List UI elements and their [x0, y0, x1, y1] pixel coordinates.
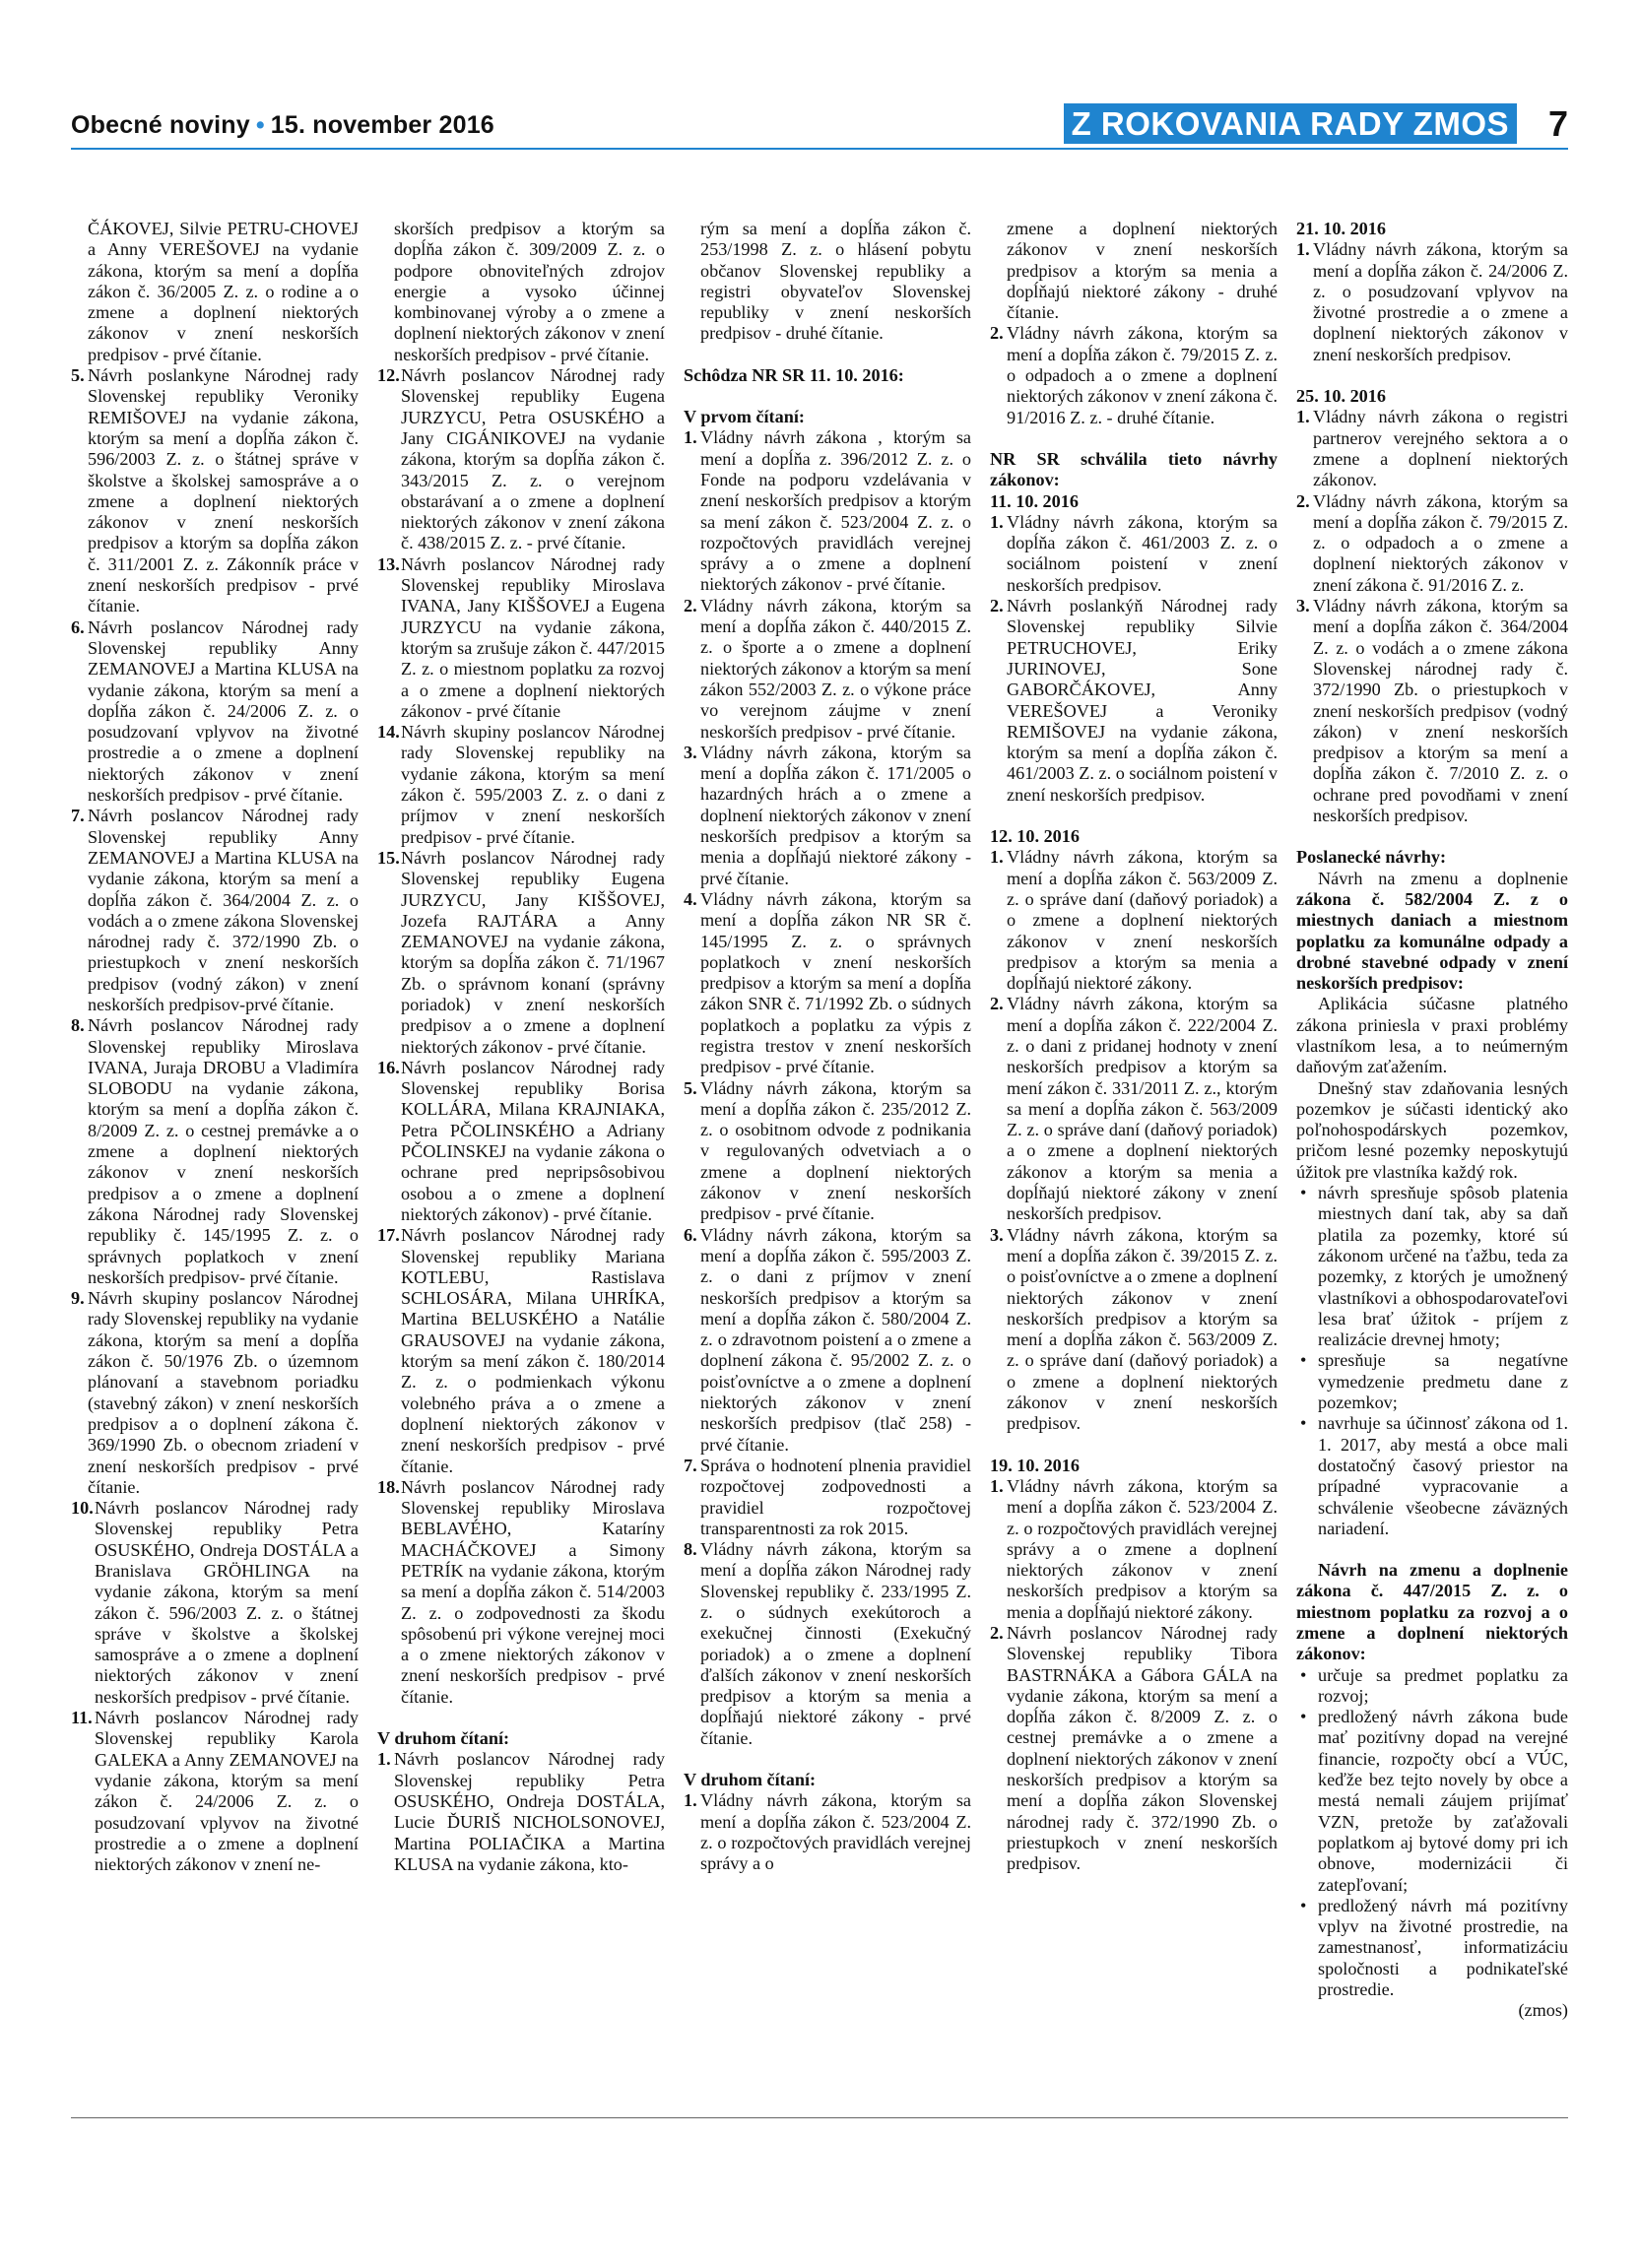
publication-line	[71, 111, 494, 140]
list-item: 1. Vládny návrh zákona, ktorým sa mení a dopĺňa zákon č. 523/2004 Z. z. o rozpočtových pravidlách verejnej správy a o zmene a doplnení niektorých zákonov v znení neskorších predpisov a ktorým sa menia a dopĺňajú niektoré zákony.	[990, 1475, 1278, 1622]
list-item: 6. Vládny návrh zákona, ktorým sa mení a dopĺňa zákon č. 595/2003 Z. z. o dani z príjmov v znení neskorších predpisov a ktorým sa mení a dopĺňa zákon č. 580/2004 Z. z. o zdravotnom poistení a o zmene a doplnení zákona č. 95/2002 Z. z. o poisťovníctve a o zmene a doplnení niektorých zákonov v znení neskorších predpisov (tlač 258) - prvé čítanie.	[684, 1224, 971, 1455]
publication-name: Obecné noviny	[71, 111, 250, 139]
list-item: 14. Návrh skupiny poslancov Národnej rady Slovenskej republiky na vydanie zákona, ktorým sa mení zákon č. 595/2003 Z. z. o dani z príjmov v znení neskorších predpisov - prvé čítanie.	[377, 722, 665, 847]
date-heading: 25. 10. 2016	[1296, 386, 1386, 407]
date-heading: 12. 10. 2016	[990, 826, 1080, 847]
col1-intro: ČÁKOVEJ, Silvie PETRU-CHOVEJ a Anny VEREŠOVEJ na vydanie zákona, ktorým sa mení a dopĺňa zákon č. 36/2005 Z. z. o rodine a o zmene a doplnení niektorých zákonov v znení neskorších predpisov - prvé čítanie.	[88, 219, 359, 364]
second-reading-heading: V druhom čítaní:	[377, 1728, 510, 1749]
list-item: 15. Návrh poslancov Národnej rady Slovenskej republiky Eugena JURZYCU, Jany KIŠŠOVEJ, Jozefa RAJTÁRA a Anny ZEMANOVEJ na vydanie zákona, ktorým sa dopĺňa zákon č. 71/1967 Zb. o správnom konaní (správny poriadok) v znení neskorších predpisov a o zmene a doplnení niektorých zákonov - prvé čítanie.	[377, 847, 665, 1057]
list-item: 7. Návrh poslancov Národnej rady Slovenskej republiky Anny ZEMANOVEJ a Martina KLUSA na vydanie zákona, ktorým sa mení a dopĺňa zákon č. 364/2004 Z. z. o vodách a o zmene zákona Slovenskej národnej rady č. 372/1990 Zb. o priestupkoch v znení neskorších predpisov (vodný zákon) v znení neskorších predpisov-prvé čítanie.	[71, 806, 359, 1014]
bullet-item: • určuje sa predmet poplatku za rozvoj;	[1300, 1664, 1568, 1706]
list-item: 11. Návrh poslancov Národnej rady Slovenskej republiky Karola GALEKA a Anny ZEMANOVEJ na vydanie zákona, ktorým sa mení zákon č. 24/2006 Z. z. o posudzovaní vplyvov na životné prostredie a o zmene a doplnení niektorých zákonov v znení ne-	[71, 1708, 359, 1875]
section-banner: Z ROKOVANIA RADY ZMOS	[1064, 103, 1517, 144]
list-item: 1. Vládny návrh zákona, ktorým sa mení a dopĺňa zákon č. 523/2004 Z. z. o rozpočtových pravidlách verejnej správy a o	[684, 1790, 971, 1874]
issue-date: 15. november 2016	[270, 111, 494, 139]
list-item: 7. Správa o hodnotení plnenia pravidiel rozpočtovej zodpovednosti a pravidiel rozpočtovej transparentnosti za rok 2015.	[684, 1455, 971, 1538]
list-item: 2. Vládny návrh zákona, ktorým sa mení a dopĺňa zákon č. 79/2015 Z. z. o odpadoch a o zmene a doplnení niektorých zákonov v znení zákona č. 91/2016 Z. z. - druhé čítanie.	[990, 323, 1278, 427]
column-1	[71, 219, 359, 1875]
header-rule	[71, 148, 1568, 150]
list-item: 1. Vládny návrh zákona, ktorým sa mení a dopĺňa zákon č. 24/2006 Z. z. o posudzovaní vplyvov na životné prostredie a o zmene a doplnení niektorých zákonov v znení neskorších predpisov.	[1296, 239, 1568, 364]
page-header	[71, 103, 1568, 147]
column-5	[1296, 219, 1568, 2022]
list-item: 6. Návrh poslancov Národnej rady Slovenskej republiky Anny ZEMANOVEJ a Martina KLUSA na vydanie zákona, ktorým sa mení a dopĺňa zákon č. 24/2006 Z. z. o posudzovaní vplyvov na životné prostredie a o zmene a doplnení niektorých zákonov v znení neskorších predpisov - prvé čítanie.	[71, 616, 359, 806]
list-item: 1. Vládny návrh zákona o registri partnerov verejného sektora a o zmene a doplnení niektorých zákonov.	[1296, 407, 1568, 490]
paragraph: Aplikácia súčasne platného zákona priniesla v praxi problémy vlastníkom lesa, a to neúmerným daňovým zaťažením.	[1296, 994, 1568, 1077]
list-item: 18. Návrh poslancov Národnej rady Slovenskej republiky Miroslava BEBLAVÉHO, Kataríny MACHÁČKOVEJ a Simony PETRÍK na vydanie zákona, ktorým sa mení a dopĺňa zákon č. 514/2003 Z. z. o zodpovednosti za škodu spôsobenú pri výkone verejnej moci a o zmene niektorých zákonov v znení neskorších predpisov - prvé čítanie.	[377, 1476, 665, 1707]
col4-intro: zmene a doplnení niektorých zákonov v znení neskorších predpisov a ktorým sa menia a dopĺňajú niektoré zákony - druhé čítanie.	[1007, 219, 1278, 323]
list-item: 1. Vládny návrh zákona, ktorým sa dopĺňa zákon č. 461/2003 Z. z. o sociálnom poistení v znení neskorších predpisov.	[990, 511, 1278, 595]
list-item: 3. Vládny návrh zákona, ktorým sa mení a dopĺňa zákon č. 364/2004 Z. z. o vodách a o zmene zákona Slovenskej národnej rady č. 372/1990 Zb. o priestupkoch v znení neskorších predpisov (vodný zákon) v znení neskorších predpisov a ktorým sa mení a dopĺňa zákon č. 7/2010 Z. z. o ochrane pred povodňami v znení neskorších predpisov.	[1296, 596, 1568, 826]
list-item: 5. Vládny návrh zákona, ktorým sa mení a dopĺňa zákon č. 235/2012 Z. z. o osobitnom odvode z podnikania v regulovaných odvetviach a o zmene a doplnení niektorých zákonov v znení neskorších predpisov - prvé čítanie.	[684, 1077, 971, 1224]
session-heading: Schôdza NR SR 11. 10. 2016:	[684, 364, 904, 385]
list-item: 2. Vládny návrh zákona, ktorým sa mení a dopĺňa zákon č. 440/2015 Z. z. o športe a o zmene a doplnení niektorých zákonov a ktorým sa mení zákon 552/2003 Z. z. o výkone práce vo verejnom záujme v znení neskorších predpisov - prvé čítanie.	[684, 595, 971, 742]
separator-dot: •	[255, 111, 265, 139]
list-item: 3. Vládny návrh zákona, ktorým sa mení a dopĺňa zákon č. 39/2015 Z. z. o poisťovníctve a o zmene a doplnení niektorých zákonov v znení neskorších predpisov a ktorým sa mení a dopĺňa zákon č. 563/2009 Z. z. o správe daní (daňový poriadok) a o zmene a doplnení niektorých zákonov v znení neskorších predpisov.	[990, 1224, 1278, 1434]
list-item: 4. Vládny návrh zákona, ktorým sa mení a dopĺňa zákon NR SR č. 145/1995 Z. z. o správnych poplatkoch v znení neskorších predpisov a ktorým sa mení a dopĺňa zákon SNR č. 71/1992 Zb. o súdnych poplatkoch a poplatku za výpis z registra trestov v znení neskorších predpisov - prvé čítanie.	[684, 888, 971, 1077]
col2-intro: skorších predpisov a ktorým sa dopĺňa zákon č. 309/2009 Z. z. o podpore obnoviteľných zdrojov energie a vysoko účinnej kombinovanej výroby a o zmene a doplnení niektorých zákonov v znení neskorších predpisov - prvé čítanie.	[394, 219, 665, 364]
bullet-item: • predložený návrh má pozitívny vplyv na životné prostredie, na zamestnanosť, informatizáciu spoločnosti a podnikateľské prostredie.	[1300, 1895, 1568, 2000]
list-item: 2. Vládny návrh zákona, ktorým sa mení a dopĺňa zákon č. 79/2015 Z. z. o odpadoch a o zmene a doplnení niektorých zákonov v znení zákona č. 91/2016 Z. z.	[1296, 490, 1568, 595]
column-3	[684, 219, 971, 1875]
list-item: 9. Návrh skupiny poslancov Národnej rady Slovenskej republiky na vydanie zákona, ktorým sa mení a dopĺňa zákon č. 50/1976 Zb. o územnom plánovaní a stavebnom poriadku (stavebný zákon) v znení neskorších predpisov a o doplnení zákona č. 369/1990 Zb. o obecnom zriadení v znení neskorších predpisov - prvé čítanie.	[71, 1288, 359, 1497]
column-4	[990, 219, 1278, 1875]
proposals-heading: Poslanecké návrhy:	[1296, 847, 1447, 868]
list-item: 8. Návrh poslancov Národnej rady Slovenskej republiky Miroslava IVANA, Juraja DROBU a Vladimíra SLOBODU na vydanie zákona, ktorým sa mení a dopĺňa zákon č. 8/2009 Z. z. o cestnej premávke a o zmene a doplnení niektorých zákonov v znení neskorších predpisov a o zmene a doplnení zákona Národnej rady Slovenskej republiky č. 145/1995 Z. z. o správnych poplatkoch v znení neskorších predpisov- prvé čítanie.	[71, 1015, 359, 1287]
list-item: 16. Návrh poslancov Národnej rady Slovenskej republiky Borisa KOLLÁRA, Milana KRAJNIAKA, Petra PČOLINSKÉHO a Adriany PČOLINSKEJ na vydanie zákona o ochrane pred nepripsôsobivou osobou a o zmene a doplnení niektorých zákonov) - prvé čítanie.	[377, 1057, 665, 1224]
list-item: 8. Vládny návrh zákona, ktorým sa mení a dopĺňa zákon Národnej rady Slovenskej republiky č. 233/1995 Z. z. o súdnych exekútoroch a exekučnej činnosti (Exekučný poriadok) a o zmene a doplnení ďalších zákonov v znení neskorších predpisov a ktorým sa menia a dopĺňajú niektoré zákony - prvé čítanie.	[684, 1539, 971, 1748]
list-item: 2. Návrh poslancov Národnej rady Slovenskej republiky Tibora BASTRNÁKA a Gábora GÁLA na vydanie zákona, ktorým sa mení a dopĺňa zákon č. 8/2009 Z. z. o cestnej premávke a o zmene a doplnení niektorých zákonov v znení neskorších predpisov a ktorým sa mení a dopĺňa zákon Slovenskej národnej rady č. 372/1990 Zb. o priestupkoch v znení neskorších predpisov.	[990, 1623, 1278, 1874]
date-heading: 19. 10. 2016	[990, 1455, 1080, 1475]
list-item: 2. Návrh poslankýň Národnej rady Slovenskej republiky Silvie PETRUCHOVEJ, Eriky JURINOVEJ, Sone GABORČÁKOVEJ, Anny VEREŠOVEJ a Veroniky REMIŠOVEJ na vydanie zákona, ktorým sa mení a dopĺňa zákon č. 461/2003 Z. z. o sociálnom poistení v znení neskorších predpisov.	[990, 596, 1278, 805]
paragraph: Dnešný stav zdaňovania lesných pozemkov je súčasti identický ako poľnohospodárskych pozemkov, pričom lesné pozemky neposkytujú úžitok pre vlastníka každý rok.	[1296, 1077, 1568, 1182]
proposal-intro: Návrh na zmenu a doplnenie zákona č. 582/2004 Z. z o miestnych daniach a miestnom poplatku za komunálne odpady a drobné stavebné odpady v znení neskorších predpisov:	[1296, 868, 1568, 994]
bullet-item: • predložený návrh zákona bude mať pozitívny dopad na verejné financie, rozpočty obcí a VÚC, keďže bez tejto novely by obce a mestá nemali záujem prijímať VZN, pretože by zaťažovali poplatkom aj bytové domy pri ich obnove, modernizácii či zatepľovaní;	[1300, 1707, 1568, 1895]
list-item: 1. Vládny návrh zákona, ktorým sa mení a dopĺňa zákon č. 563/2009 Z. z. o správe daní (daňový poriadok) a o zmene a doplnení niektorých zákonov v znení neskorších predpisov a ktorým sa menia a dopĺňajú niektoré zákony.	[990, 847, 1278, 994]
approved-heading: NR SR schválila tieto návrhy zákonov:	[990, 448, 1278, 490]
date-heading: 11. 10. 2016	[990, 490, 1079, 511]
column-2	[377, 219, 665, 1875]
list-item: 13. Návrh poslancov Národnej rady Slovenskej republiky Miroslava IVANA, Jany KIŠŠOVEJ a Eugena JURZYCU na vydanie zákona, ktorým sa zrušuje zákon č. 447/2015 Z. z. o miestnom poplatku za rozvoj a o zmene a doplnení niektorých zákonov - prvé čítanie	[377, 553, 665, 721]
second-reading-heading: V druhom čítaní:	[684, 1770, 817, 1790]
list-item: 1. Vládny návrh zákona , ktorým sa mení a dopĺňa z. 396/2012 Z. z. o Fonde na podporu vzdelávania v znení neskorších predpisov a ktorým sa mení zákon č. 523/2004 Z. z. o rozpočtových pravidlách verejnej správy a o zmene a doplnení niektorých zákonov - prvé čítanie.	[684, 427, 971, 595]
bullet-item: • návrh spresňuje spôsob platenia miestnych daní tak, aby sa daň platila za pozemky, ktoré sú zákonom určené na ťažbu, teda za pozemky, z ktorých je umožnený vlastníkovi a obhospodarovateľovi lesa brať úžitok - príjem z realizácie drevnej hmoty;	[1300, 1183, 1568, 1350]
list-item: 2. Vládny návrh zákona, ktorým sa mení a dopĺňa zákon č. 222/2004 Z. z. o dani z pridanej hodnoty v znení neskorších predpisov a ktorým sa mení zákon č. 331/2011 Z. z., ktorým sa mení a dopĺňa zákon č. 563/2009 Z. z. o správe daní (daňový poriadok) a o zmene a doplnení niektorých zákonov a ktorým sa menia a dopĺňajú niektoré zákony v znení neskorších predpisov.	[990, 994, 1278, 1224]
first-reading-heading: V prvom čítaní:	[684, 407, 805, 427]
date-heading: 21. 10. 2016	[1296, 219, 1386, 238]
list-item: 3. Vládny návrh zákona, ktorým sa mení a dopĺňa zákon č. 171/2005 o hazardných hrách a o zmene a doplnení niektorých zákonov v znení neskorších predpisov a ktorým sa menia a dopĺňajú niektoré zákony - prvé čítanie.	[684, 742, 971, 888]
footer-rule	[71, 2117, 1568, 2118]
list-item: 1. Návrh poslancov Národnej rady Slovenskej republiky Petra OSUSKÉHO, Ondreja DOSTÁLA, Lucie ĎURIŠ NICHOLSONOVEJ, Martina POLIAČIKA a Martina KLUSA na vydanie zákona, kto-	[377, 1749, 665, 1874]
list-item: 10. Návrh poslancov Národnej rady Slovenskej republiky Petra OSUSKÉHO, Ondreja DOSTÁLA a Branislava GRÖHLINGA na vydanie zákona, ktorým sa mení zákon č. 596/2003 Z. z. o štátnej správe v školstve a školskej samospráve a o zmene a doplnení niektorých zákonov v znení neskorších predpisov - prvé čítanie.	[71, 1498, 359, 1707]
signature: (zmos)	[1518, 2000, 1568, 2021]
list-item: 17. Návrh poslancov Národnej rady Slovenskej republiky Mariana KOTLEBU, Rastislava SCHLOSÁRA, Milana UHRÍKA, Martina BELUSKÉHO a Natálie GRAUSOVEJ na vydanie zákona, ktorým sa mení zákon č. 180/2014 Z. z. o podmienkach výkonu volebného práva a o zmene a doplnení niektorých zákonov v znení neskorších predpisov - prvé čítanie.	[377, 1225, 665, 1476]
list-item: 5. Návrh poslankyne Národnej rady Slovenskej republiky Veroniky REMIŠOVEJ na vydanie zákona, ktorým sa mení a dopĺňa zákon č. 596/2003 Z. z. o štátnej správe v školstve a školskej samospráve a o zmene a doplnení niektorých zákonov v znení neskorších predpisov a ktorým sa dopĺňa zákon č. 311/2001 Z. z. Zákonník práce v znení neskorších predpisov - prvé čítanie.	[71, 365, 359, 616]
col3-intro: rým sa mení a dopĺňa zákon č. 253/1998 Z. z. o hlásení pobytu občanov Slovenskej republiky a registri obyvateľov Slovenskej republiky v znení neskorších predpisov - druhé čítanie.	[700, 219, 971, 344]
bullet-item: • spresňuje sa negatívne vymedzenie predmetu dane z pozemkov;	[1300, 1350, 1568, 1413]
list-item: 12. Návrh poslancov Národnej rady Slovenskej republiky Eugena JURZYCU, Petra OSUSKÉHO a Jany CIGÁNIKOVEJ na vydanie zákona, ktorým sa dopĺňa zákon č. 343/2015 Z. z. o verejnom obstarávaní a o zmene a doplnení niektorých zákonov v znení zákona č. 438/2015 Z. z. - prvé čítanie.	[377, 365, 665, 553]
bullet-item: • navrhuje sa účinnosť zákona od 1. 1. 2017, aby mestá a obce mali dostatočný časový priestor na prípadné vypracovanie a schválenie všeobecne záväzných nariadení.	[1300, 1413, 1568, 1538]
page-number: 7	[1547, 103, 1568, 144]
proposal2-heading: Návrh na zmenu a doplnenie zákona č. 447/2015 Z. z. o miestnom poplatku za rozvoj a o zmene a doplnení niektorých zákonov:	[1296, 1560, 1568, 1664]
